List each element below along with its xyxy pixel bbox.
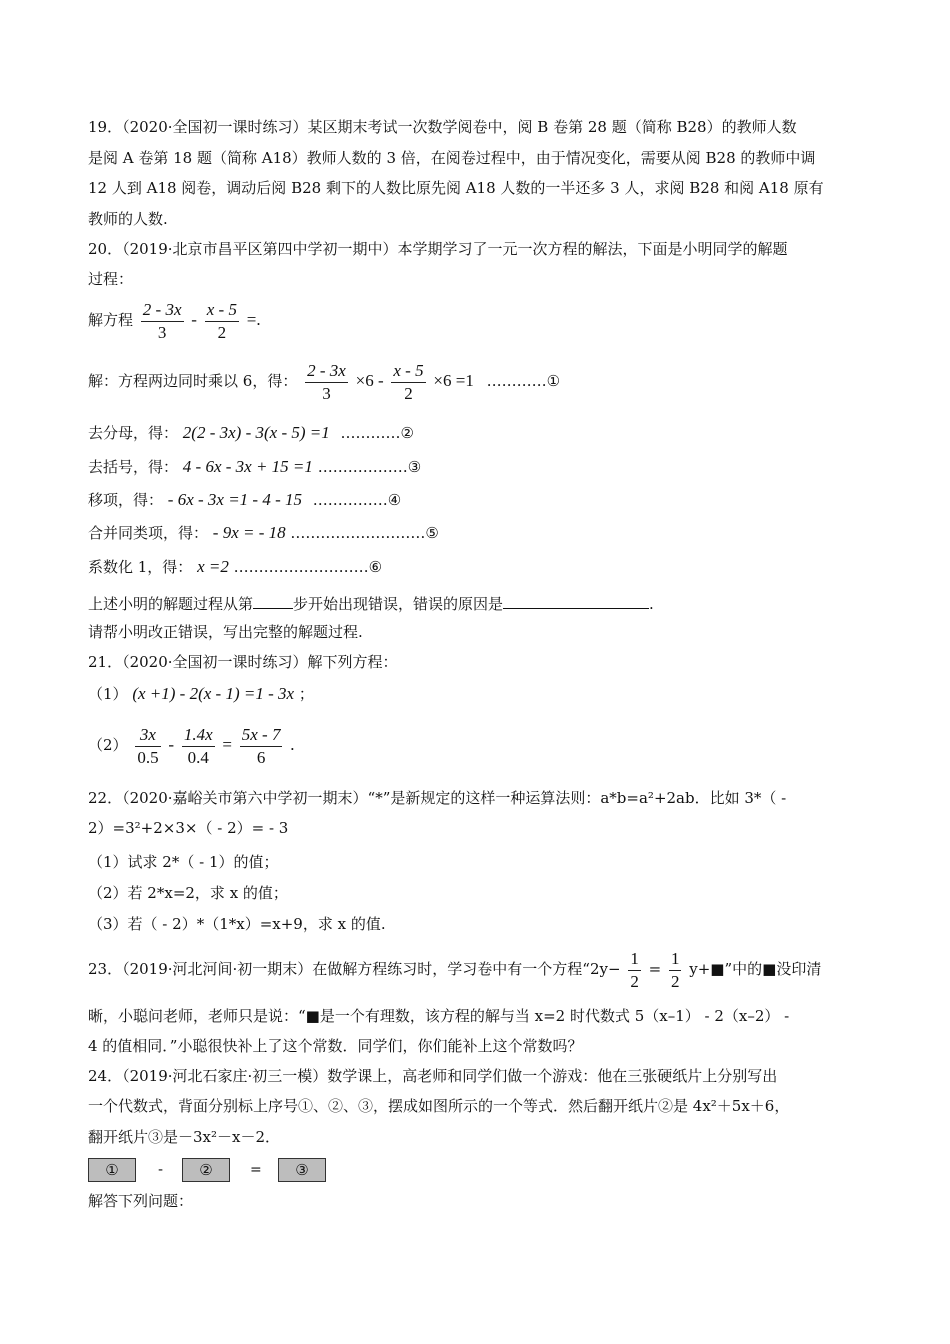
q23-line-1: 23．（2019·河北河间·初一期末）在做解方程练习时，学习卷中有一个方程“2y− $\frac{1}{2}$ = $\frac{1}{2}$ y+■”中的■没印清	[88, 948, 822, 991]
q20-eq-fraction-2: $\frac{x - 5}{2}$	[206, 299, 237, 342]
q20-question-2: 请帮小明改正错误，写出完整的解题过程.	[88, 623, 363, 641]
card-1: ①	[88, 1158, 136, 1182]
q20-step-1-fraction-2: $\frac{x - 5}{2}$	[393, 360, 424, 403]
q23-line-2: 晰，小聪问老师，老师只是说：“■是一个有理数，该方程的解与当 x=2 时代数式 5（x–1） - 2（x–2） -	[88, 1007, 790, 1025]
q21-fraction-1: $\frac{3x}{0.5}$	[137, 724, 159, 767]
q20-step-1: 解：方程两边同时乘以 6，得： $\frac{2 - 3x}{3}$ ×6 - $\frac{x - 5}{2}$ ×6 =1 …………①	[88, 360, 561, 403]
answer-blank-step[interactable]	[253, 592, 293, 609]
q24-line-1: 24．（2019·河北石家庄·初三一模）数学课上，高老师和同学们做一个游戏：他在三张硬纸片上分别写出	[88, 1067, 778, 1085]
q23-fraction-half-1: $\frac{1}{2}$	[630, 948, 639, 991]
card-3: ③	[278, 1158, 326, 1182]
q21-fraction-3: $\frac{5x - 7}{6}$	[241, 724, 281, 767]
q21-part-2: （2） $\frac{3x}{0.5}$ - $\frac{1.4x}{0.4}$ = $\frac{5x - 7}{6}$ .	[88, 724, 295, 767]
card-operator-minus: -	[158, 1162, 164, 1178]
q20-step-5: 合并同类项，得： - 9x = - 18 ………………………⑤	[88, 523, 439, 542]
q23-fraction-half-2: $\frac{1}{2}$	[670, 948, 680, 991]
q21-part-1-expr: (x +1) - 2(x - 1) =1 - 3x	[132, 684, 295, 703]
card-2: ②	[182, 1158, 230, 1182]
q23-line-3: 4 的值相同．”小聪很快补上了这个常数．同学们，你们能补上这个常数吗？	[88, 1037, 583, 1055]
q20-step-1-label: 解：方程两边同时乘以 6，得：	[88, 372, 298, 390]
q22-line-2: 2）=3²+2×3×（ - 2）= - 3	[88, 819, 289, 837]
q19-line-4: 教师的人数.	[88, 210, 168, 228]
q22-part-1: （1）试求 2*（ - 1）的值；	[88, 853, 279, 871]
q20-step-4-expr: - 6x - 3x =1 - 4 - 15	[167, 490, 303, 509]
q24-line-3: 翻开纸片③是－3x²－x－2．	[88, 1128, 281, 1146]
q20-step-3: 去括号，得： 4 - 6x - 3x + 15 =1 ………………③	[88, 457, 422, 476]
q20-step-3-expr: 4 - 6x - 3x + 15 =1	[182, 457, 313, 476]
q24-line-4: 解答下列问题：	[88, 1192, 194, 1210]
q20-eq-label: 解方程	[88, 311, 134, 329]
q20-eq-fraction-1: $\frac{2 - 3x}{3}$	[142, 299, 182, 342]
q20-step-4: 移项，得： - 6x - 3x =1 - 4 - 15 ……………④	[88, 490, 402, 509]
q20-question-1: 上述小明的解题过程从第 步开始出现错误，错误的原因是 .	[88, 592, 654, 614]
q20-step-5-expr: - 9x = - 18	[212, 523, 286, 542]
q20-step-2: 去分母，得： 2(2 - 3x) - 3(x - 5) =1 …………②	[88, 423, 414, 442]
q22-line-1: 22．（2020·嘉峪关市第六中学初一期末）“*”是新规定的这样一种运算法则：a*b=a²+2ab．比如 3*（ -	[88, 789, 787, 807]
card-operator-equals: =	[250, 1162, 262, 1178]
q19-line-3: 12 人到 A18 阅卷，调动后阅 B28 剩下的人数比原先阅 A18 人数的一半还多 3 人，求阅 B28 和阅 A18 原有	[88, 179, 824, 197]
q21-line-1: 21．（2020·全国初一课时练习）解下列方程：	[88, 653, 398, 671]
q20-line-1: 20．（2019·北京市昌平区第四中学初一期中）本学期学习了一元一次方程的解法，下面是小明同学的解题	[88, 240, 788, 258]
q20-eq-end: =.	[246, 310, 261, 329]
q22-part-3: （3）若（ - 2）*（1*x）=x+9，求 x 的值.	[88, 915, 386, 933]
q19-line-1: 19．（2020·全国初一课时练习）某区期末考试一次数学阅卷中，阅 B 卷第 28 题（简称 B28）的教师人数	[88, 118, 797, 136]
q20-equation	[88, 297, 261, 343]
q22-part-2: （2）若 2*x=2，求 x 的值；	[88, 884, 288, 902]
q20-step-1-fraction-1: $\frac{2 - 3x}{3}$	[307, 360, 346, 403]
q20-step-6-expr: x =2	[197, 557, 229, 576]
q21-fraction-2: $\frac{1.4x}{0.4}$	[183, 724, 213, 767]
q21-part-1: （1） (x +1) - 2(x - 1) =1 - 3x ；	[88, 684, 314, 703]
q20-step-6: 系数化 1，得： x =2 ………………………⑥	[88, 557, 383, 576]
answer-blank-reason[interactable]	[503, 592, 649, 609]
q19-line-2: 是阅 A 卷第 18 题（简称 A18）教师人数的 3 倍，在阅卷过程中，由于情况变化，需要从阅 B28 的教师中调	[88, 149, 816, 167]
q20-step-2-expr: 2(2 - 3x) - 3(x - 5) =1	[182, 423, 330, 442]
q24-line-2: 一个代数式，背面分别标上序号①、②、③，摆成如图所示的一个等式．然后翻开纸片②是 4x²＋5x＋6，	[88, 1097, 790, 1115]
q20-eq-minus: -	[191, 310, 197, 329]
q20-line-2: 过程：	[88, 270, 134, 288]
